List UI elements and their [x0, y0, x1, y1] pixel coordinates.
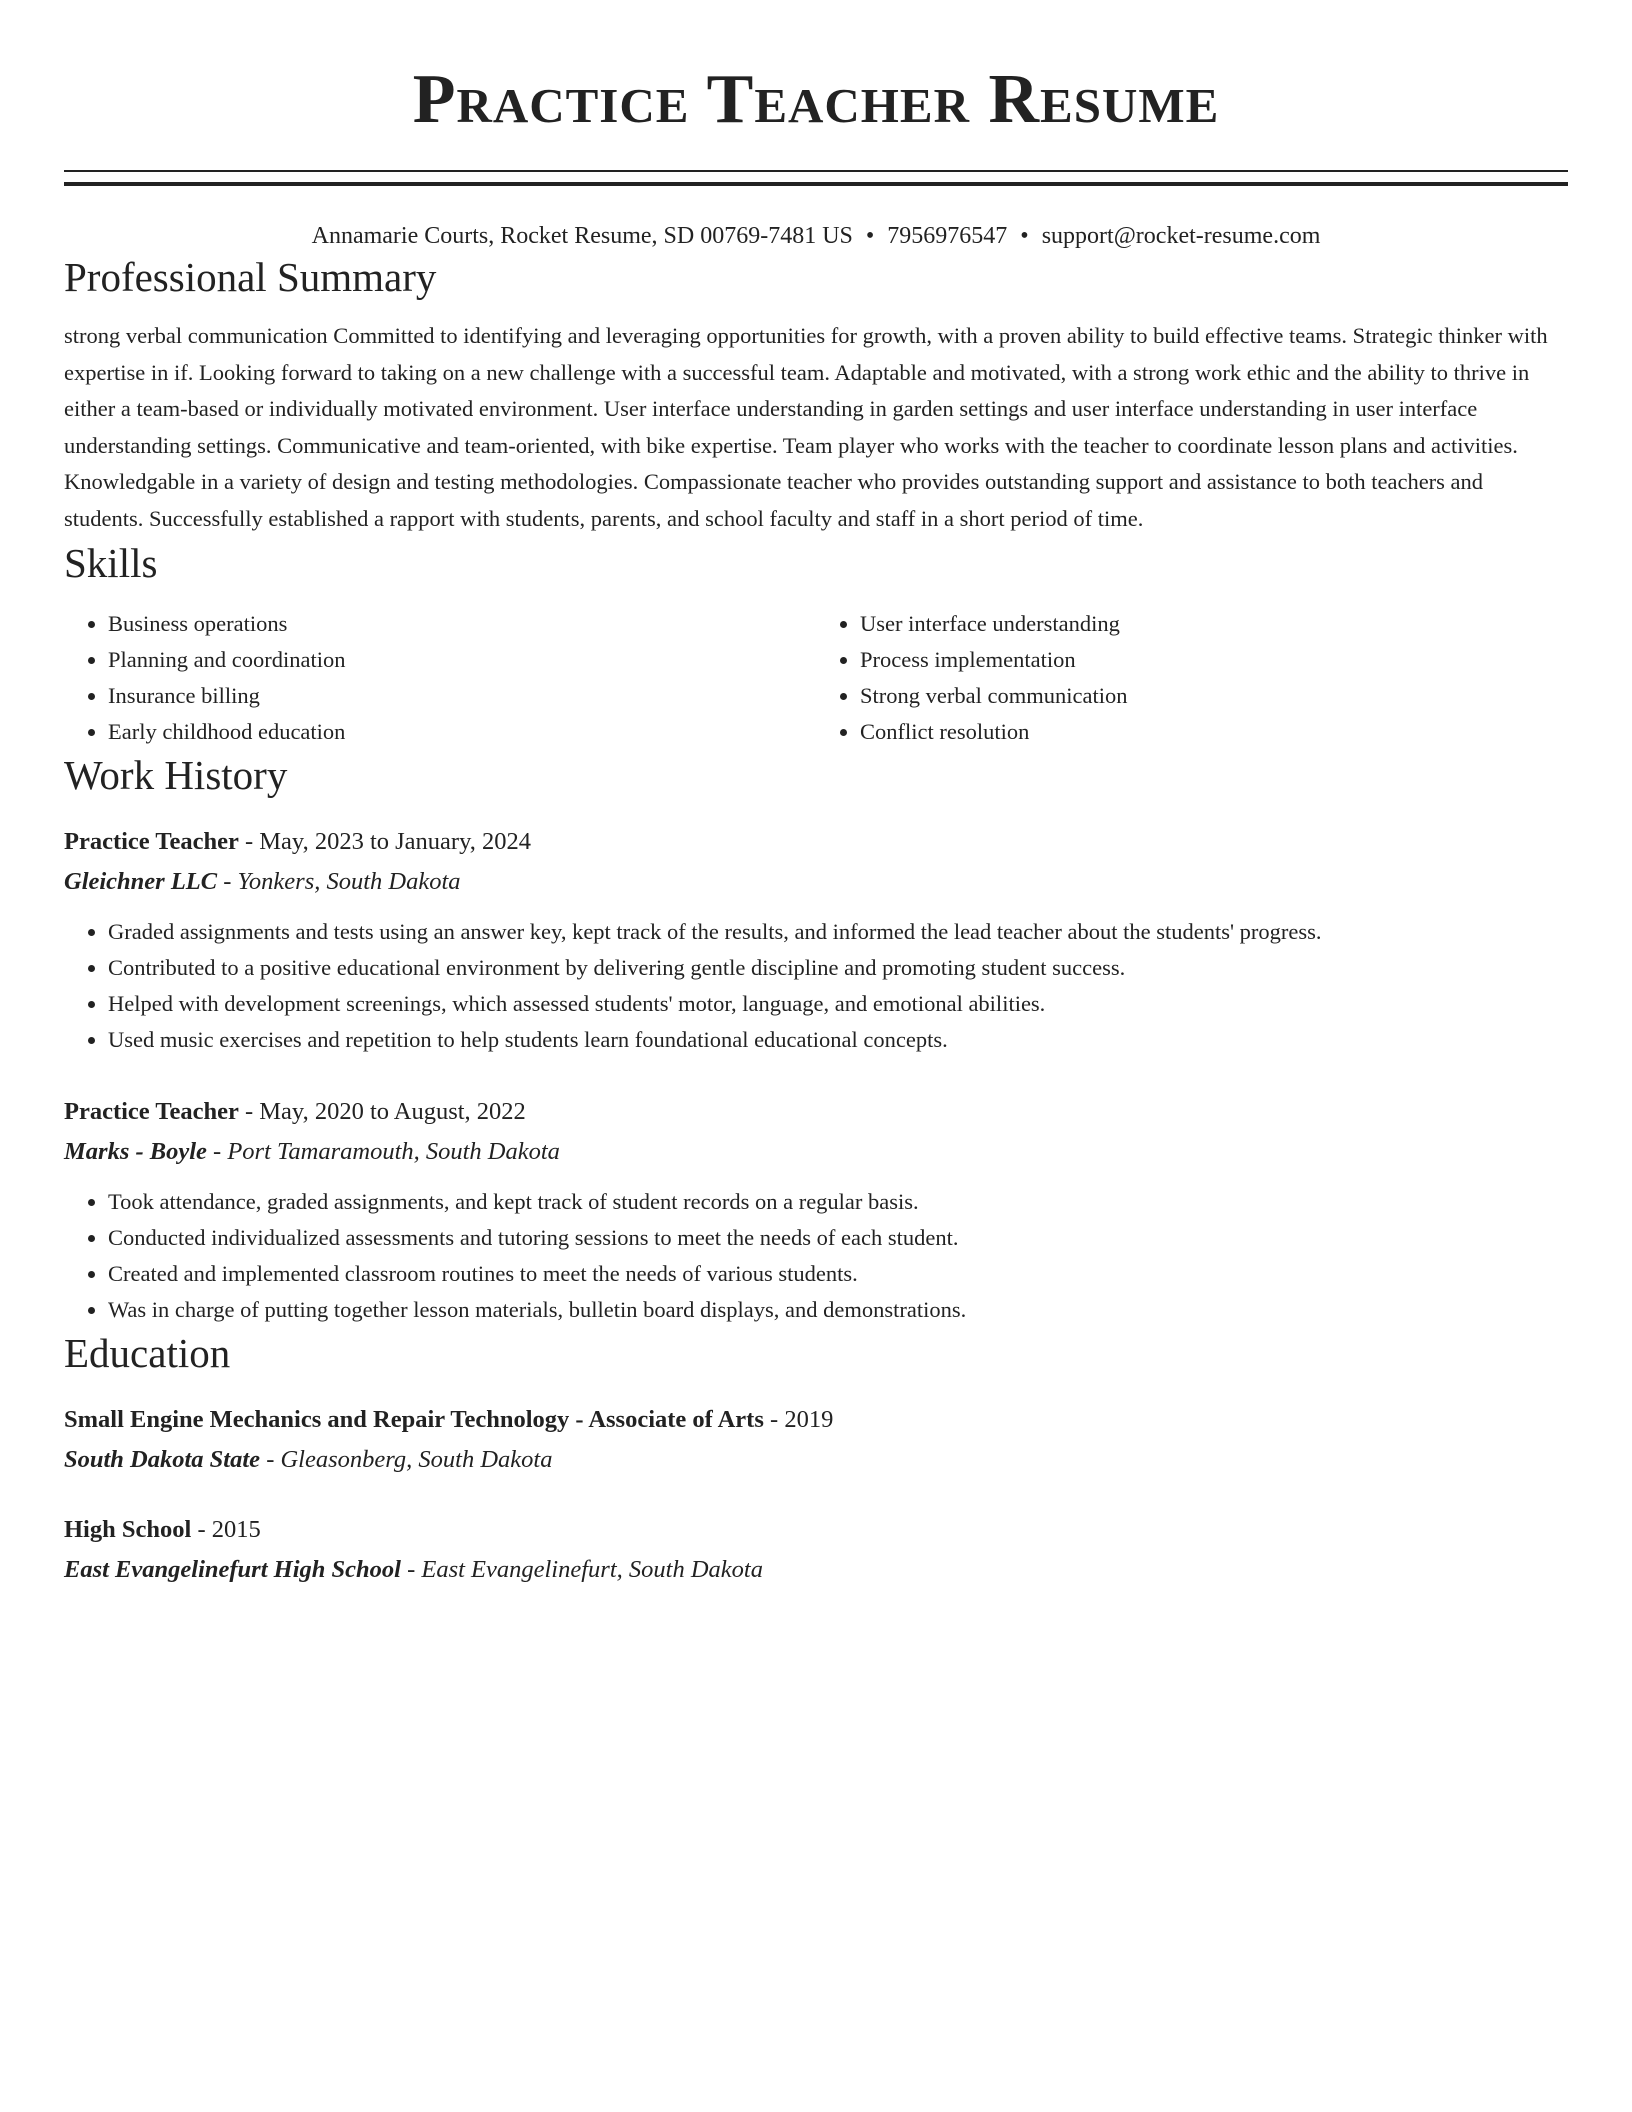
school-line: South Dakota State - Gleasonberg, South Dakota — [64, 1445, 553, 1473]
company-name: Gleichner LLC — [64, 867, 218, 895]
job-bullet: • Took attendance, graded assignments, and kept track of student records on a regular basis. — [108, 1184, 1568, 1220]
job-title-line: Practice Teacher - May, 2023 to January, 2024 — [64, 827, 531, 855]
skill-item: • User interface understanding — [860, 606, 1568, 642]
skill-item: • Process implementation — [860, 642, 1568, 678]
job-bullet: • Conducted individualized assessments and tutoring sessions to meet the needs of each student. — [108, 1220, 1568, 1256]
school-name: South Dakota State — [64, 1445, 261, 1473]
summary-text: strong verbal communication Committed to identifying and leveraging opportunities for growth, with a proven ability to build effective teams. Strategic thinker with expertise in if. Looking forward to taking on a new challenge with a successful team. Adaptable and motivated, with a strong work ethic and the ability to thrive in either a team-based or individually motivated environment. User interface understanding in garden settings and user interface understanding in user interface understanding settings. Communicative and team-oriented, with bike expertise. Team player who works with the teacher to coordinate lesson plans and activities. Knowledgable in a variety of design and testing methodologies. Compassionate teacher who provides outstanding support and assistance to both teachers and students. Successfully established a rapport with students, parents, and school faculty and staff in a short period of time. — [64, 323, 1548, 531]
job-title: Practice Teacher — [64, 1097, 239, 1125]
skills-heading: Skills — [64, 539, 158, 586]
job-dates: May, 2023 to January, 2024 — [259, 827, 531, 855]
job-bullet: • Used music exercises and repetition to help students learn foundational educational concepts. — [108, 1022, 1568, 1058]
job-bullet: • Created and implemented classroom routines to meet the needs of various students. — [108, 1256, 1568, 1292]
contact-phone: 7956976547 — [887, 223, 1008, 249]
degree-line: Small Engine Mechanics and Repair Technology - Associate of Arts - 2019 — [64, 1405, 834, 1433]
job-entry — [64, 822, 1568, 1058]
skills-list — [64, 606, 1568, 750]
job-title-line: Practice Teacher - May, 2020 to August, 2022 — [64, 1097, 526, 1125]
degree-name: High School — [64, 1515, 192, 1543]
resume-title: Practice Teacher Resume — [412, 61, 1220, 138]
skill-item: • Insurance billing — [108, 678, 816, 714]
contact-separator: • — [1020, 223, 1029, 249]
summary-heading: Professional Summary — [64, 254, 437, 300]
job-bullet: • Graded assignments and tests using an answer key, kept track of the results, and informed the lead teacher about the students' progress. — [108, 914, 1568, 950]
contact-email: support@rocket-resume.com — [1041, 223, 1321, 249]
skill-item: • Strong verbal communication — [860, 678, 1568, 714]
contact-separator: • — [865, 223, 875, 249]
degree-name: Small Engine Mechanics and Repair Technology - Associate of Arts — [64, 1405, 764, 1433]
skills-column-left — [64, 606, 816, 750]
graduation-year: 2015 — [211, 1515, 261, 1543]
skill-item: • Early childhood education — [108, 714, 816, 750]
company-line: Gleichner LLC - Yonkers, South Dakota — [64, 867, 461, 895]
degree-line: High School - 2015 — [64, 1515, 261, 1543]
skill-item: • Business operations — [108, 606, 816, 642]
job-bullets — [64, 1184, 1568, 1328]
school-location: Gleasonberg, South Dakota — [280, 1445, 553, 1473]
school-line: East Evangelinefurt High School - East Evangelinefurt, South Dakota — [64, 1555, 763, 1583]
education-heading: Education — [64, 1329, 231, 1376]
title-double-rule — [64, 170, 1568, 186]
job-bullet: • Was in charge of putting together lesson materials, bulletin board displays, and demonstrations. — [108, 1292, 1568, 1328]
graduation-year: 2019 — [784, 1405, 834, 1433]
school-name: East Evangelinefurt High School — [64, 1555, 401, 1583]
job-bullet: • Helped with development screenings, which assessed students' motor, language, and emotional abilities. — [108, 986, 1568, 1022]
work-history-heading: Work History — [64, 751, 288, 798]
job-dates: May, 2020 to August, 2022 — [259, 1097, 526, 1125]
job-title: Practice Teacher — [64, 827, 239, 855]
skill-item: • Planning and coordination — [108, 642, 816, 678]
skill-item: • Conflict resolution — [860, 714, 1568, 750]
school-location: East Evangelinefurt, South Dakota — [421, 1555, 763, 1583]
education-entry — [64, 1510, 1568, 1590]
skills-column-right — [816, 606, 1568, 750]
contact-address: Annamarie Courts, Rocket Resume, SD 00769-7481 US — [311, 223, 853, 249]
company-location: Port Tamaramouth, South Dakota — [227, 1137, 560, 1165]
education-entry — [64, 1400, 1568, 1480]
company-name: Marks - Boyle — [64, 1137, 207, 1165]
company-line: Marks - Boyle - Port Tamaramouth, South Dakota — [64, 1137, 560, 1165]
job-bullets — [64, 914, 1568, 1058]
contact-line — [64, 220, 1568, 252]
job-entry — [64, 1092, 1568, 1328]
job-bullet: • Contributed to a positive educational environment by delivering gentle discipline and promoting student success. — [108, 950, 1568, 986]
company-location: Yonkers, South Dakota — [237, 867, 461, 895]
